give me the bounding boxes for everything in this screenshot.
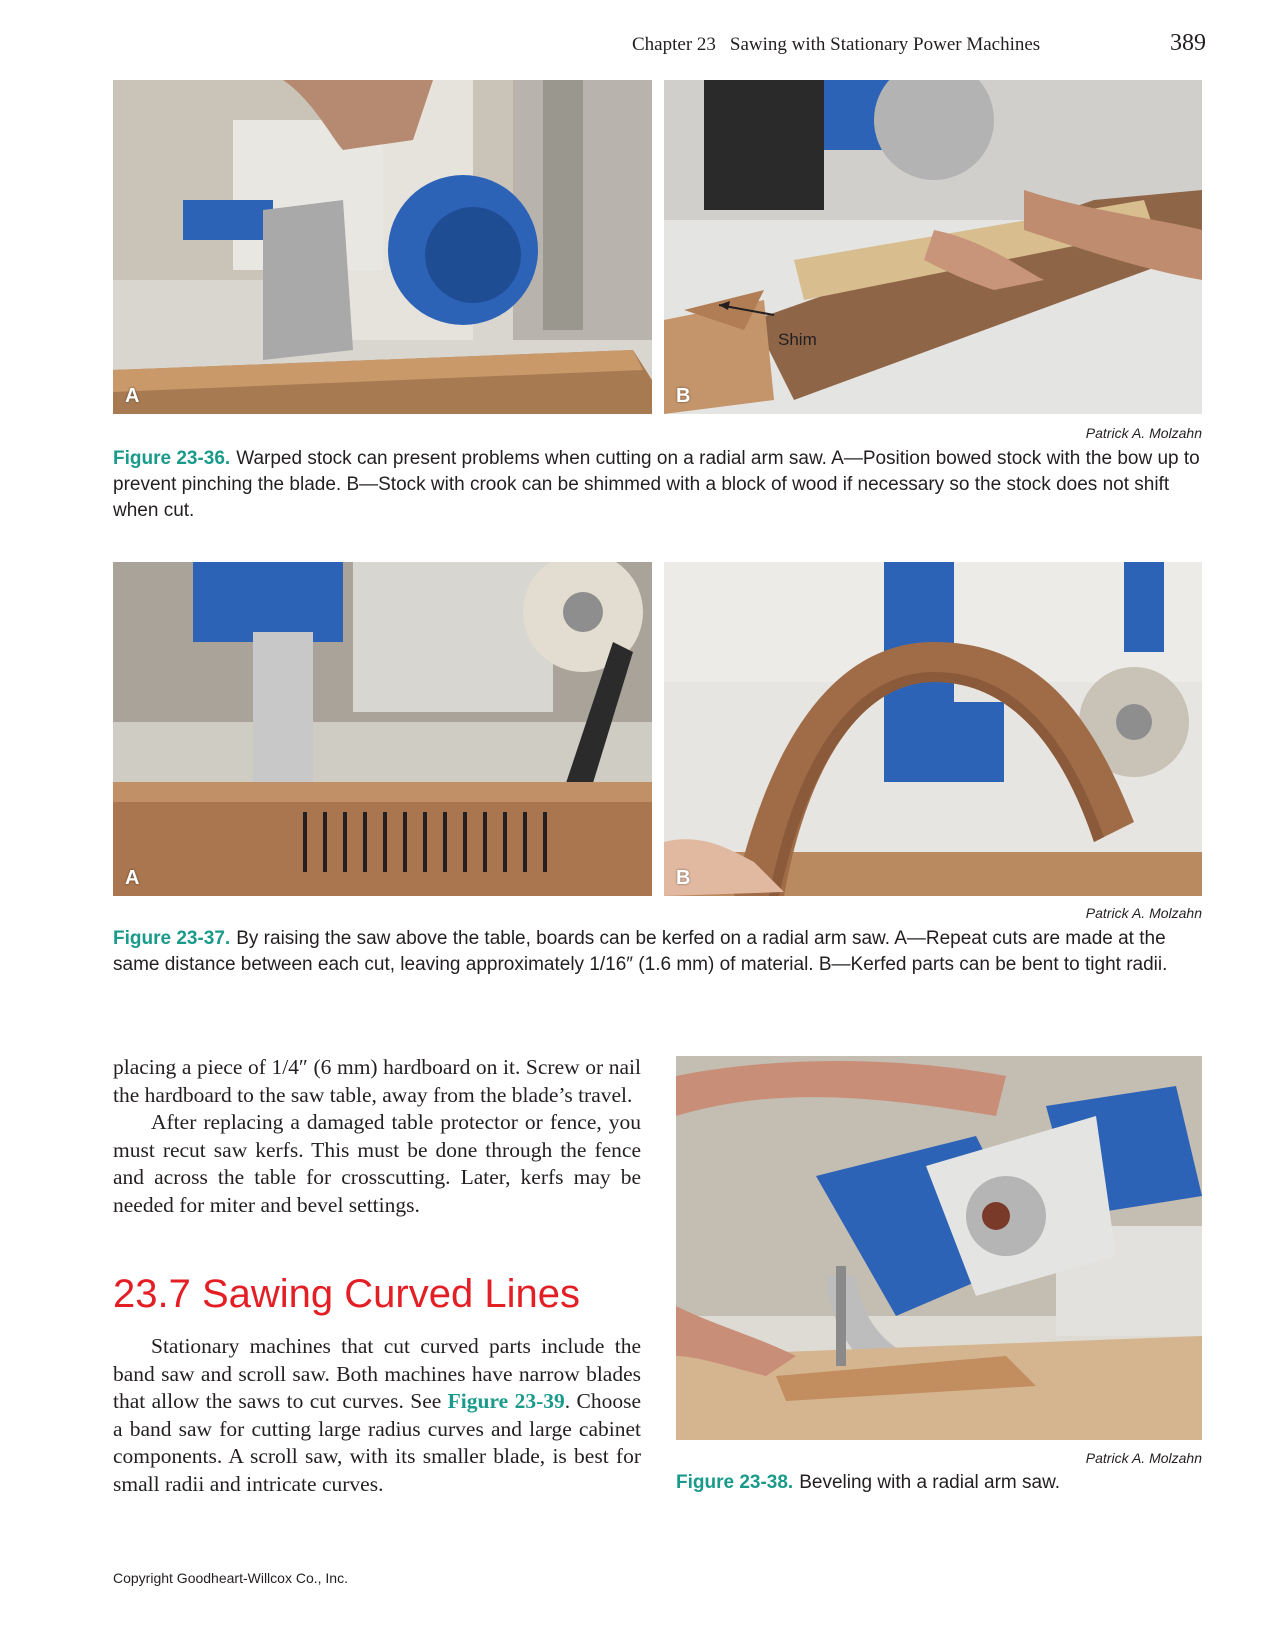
figure-23-39-link[interactable]: Figure 23-39 [447,1389,565,1413]
paragraph-text: . Choose a band saw for cutting large radius curves and large cabinet components. A scroll saw, with its smaller blade, is best for small radii and intricate curves. [113,1389,641,1496]
page-number: 389 [1170,30,1206,56]
shim-callout: Shim [778,330,817,349]
figure-23-36-credit: Patrick A. Molzahn [1085,425,1202,441]
body-text-top [113,1054,641,1219]
figure-23-37-credit: Patrick A. Molzahn [1085,905,1202,921]
chapter-title: Sawing with Stationary Power Machines [729,34,1041,55]
figure-23-37-caption [113,926,1202,978]
chapter-number: Chapter 23 [632,34,716,55]
figure-23-38-caption [676,1470,1202,1496]
figure-23-37-photo-a [113,562,652,896]
figure-23-37-label: Figure 23-37. [113,928,231,949]
panel-letter-b: B [676,867,691,889]
body-text-bottom [113,1333,641,1498]
section-heading: 23.7 Sawing Curved Lines [113,1272,580,1316]
panel-letter-a: A [125,867,140,889]
paragraph-recut-kerfs: After replacing a damaged table protector or fence, you must recut saw kerfs. This must be done through the fence and across the table for crosscutting. Later, kerfs may be needed for miter and bevel settings. [113,1110,641,1217]
figure-23-36-caption [113,446,1202,524]
figure-23-36-caption-text: Warped stock can present problems when cutting on a radial arm saw. A—Position bowed stock with the bow up to prevent pinching the blade. B—Stock with crook can be shimmed with a block of wood if necessary so the stock does not shift when cut. [113,448,1200,521]
paragraph-continued: placing a piece of 1/4″ (6 mm) hardboard on it. Screw or nail the hardboard to the saw table, away from the blade’s travel. [113,1055,641,1107]
figure-23-38-caption-text: Beveling with a radial arm saw. [799,1472,1061,1493]
figure-23-38-label: Figure 23-38. [676,1472,794,1493]
figure-23-38-photo [676,1056,1202,1440]
figure-23-37-caption-text: By raising the saw above the table, boards can be kerfed on a radial arm saw. A—Repeat cuts are made at the same distance between each cut, leaving approximately 1/16″ (1.6 mm) of material. B—Kerfed parts can be bent to tight radii. [113,928,1168,975]
running-head [632,34,1040,56]
panel-letter-a: A [125,385,140,407]
paragraph-curved-lines [113,1333,641,1498]
copyright-footer: Copyright Goodheart-Willcox Co., Inc. [113,1570,348,1586]
figure-23-36-photo-a [113,80,652,414]
figure-23-38-credit: Patrick A. Molzahn [1085,1450,1202,1466]
figure-23-36-label: Figure 23-36. [113,448,231,469]
panel-letter-b: B [676,385,691,407]
figure-23-37-photo-b [664,562,1202,896]
figure-23-36-photo-b [664,80,1202,414]
paragraph-text: Stationary machines that cut curved parts include the band saw and scroll saw. Both machines have narrow blades that allow the saws to cut curves. See [113,1334,641,1413]
